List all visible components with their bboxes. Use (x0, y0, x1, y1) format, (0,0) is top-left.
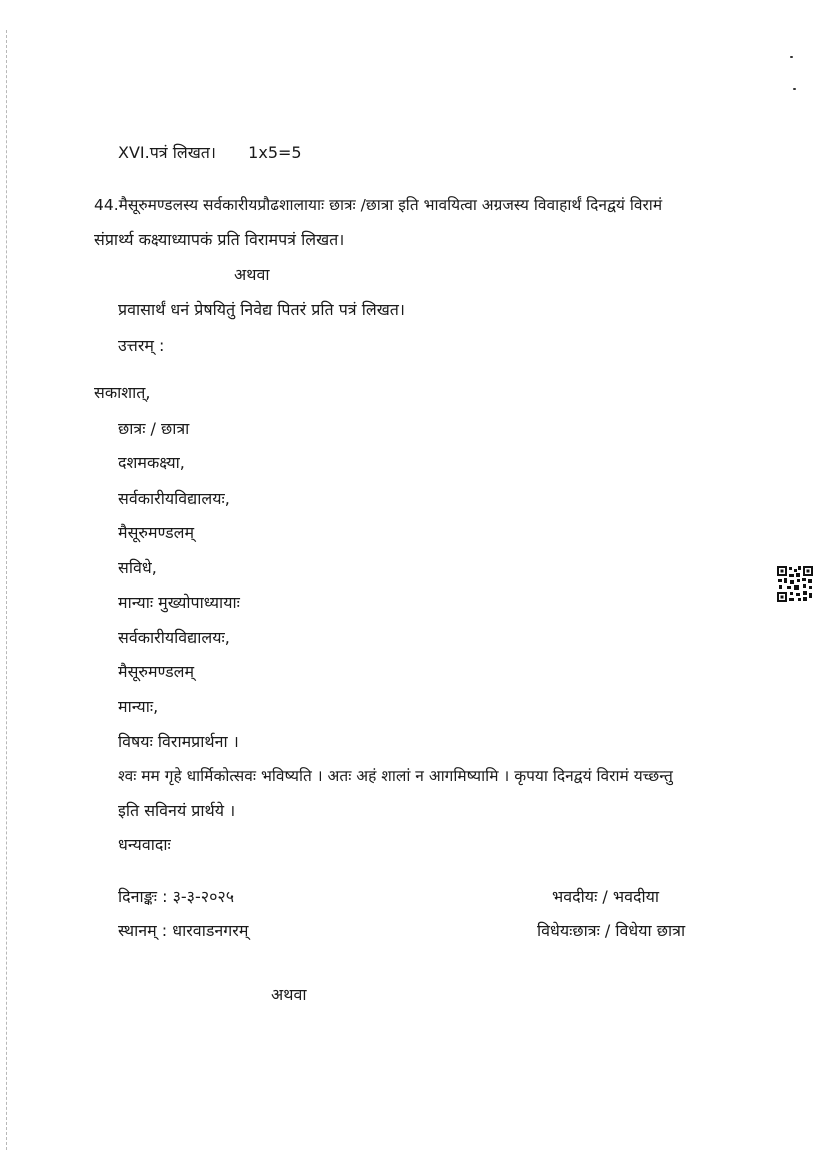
sender-line: छात्रः / छात्रा (118, 419, 190, 438)
scan-speck (793, 88, 796, 90)
section-title: XVI.पत्रं लिखत। (118, 143, 216, 162)
sender-line: सर्वकारीयविद्यालयः, (118, 489, 230, 508)
qr-code-icon (776, 565, 814, 603)
letter-signature: विधेयःछात्रः / विधेया छात्रा (537, 921, 686, 940)
section-marks: 1x5=5 (248, 143, 302, 162)
recipient-line: मान्याः मुख्योपाध्यायाः (118, 593, 240, 612)
letter-date: दिनाङ्कः : ३-३-२०२५ (118, 887, 235, 906)
scan-speck (790, 56, 793, 58)
question-44-line-2: संप्रार्थ्य कक्ष्याध्यापकं प्रति विरामपत्रं लिखत। (94, 230, 345, 249)
letter-to-label: सविधे, (118, 558, 157, 577)
recipient-line: मैसूरुमण्डलम् (118, 662, 195, 681)
or-divider: अथवा (234, 265, 270, 284)
letter-thanks: धन्यवादाः (118, 835, 171, 854)
alternate-question: प्रवासार्थं धनं प्रेषयितुं निवेद्य पितरं प्रति पत्रं लिखत। (118, 300, 405, 319)
footer-or-divider: अथवा (271, 985, 307, 1004)
salutation: मान्याः, (118, 697, 159, 716)
sender-line: मैसूरुमण्डलम् (118, 523, 195, 542)
letter-from-label: सकाशात्, (94, 383, 151, 402)
letter-closing: भवदीयः / भवदीया (552, 887, 660, 906)
question-section-header (118, 142, 302, 164)
letter-place: स्थानम् : धारवाडनगरम् (118, 921, 249, 940)
recipient-line: सर्वकारीयविद्यालयः, (118, 628, 230, 647)
answer-label: उत्तरम् : (118, 336, 165, 355)
sender-line: दशमकक्ष्या, (118, 453, 185, 472)
letter-body-line-2: इति सविनयं प्रार्थये । (118, 801, 236, 820)
question-44-line-1: 44.मैसूरुमण्डलस्य सर्वकारीयप्रौढशालायाः छात्रः /छात्रा इति भावयित्वा अग्रजस्य विवाहार्थं दिनद्वयं विरामं (94, 196, 663, 214)
letter-body-line-1: श्वः मम गृहे धार्मिकोत्सवः भविष्यति । अतः अहं शालां न आगमिष्यामि । कृपया दिनद्वयं विरामं यच्छन्तु (118, 767, 673, 785)
scan-margin-marks (6, 30, 9, 1150)
letter-subject: विषयः विरामप्रार्थना । (118, 732, 239, 751)
